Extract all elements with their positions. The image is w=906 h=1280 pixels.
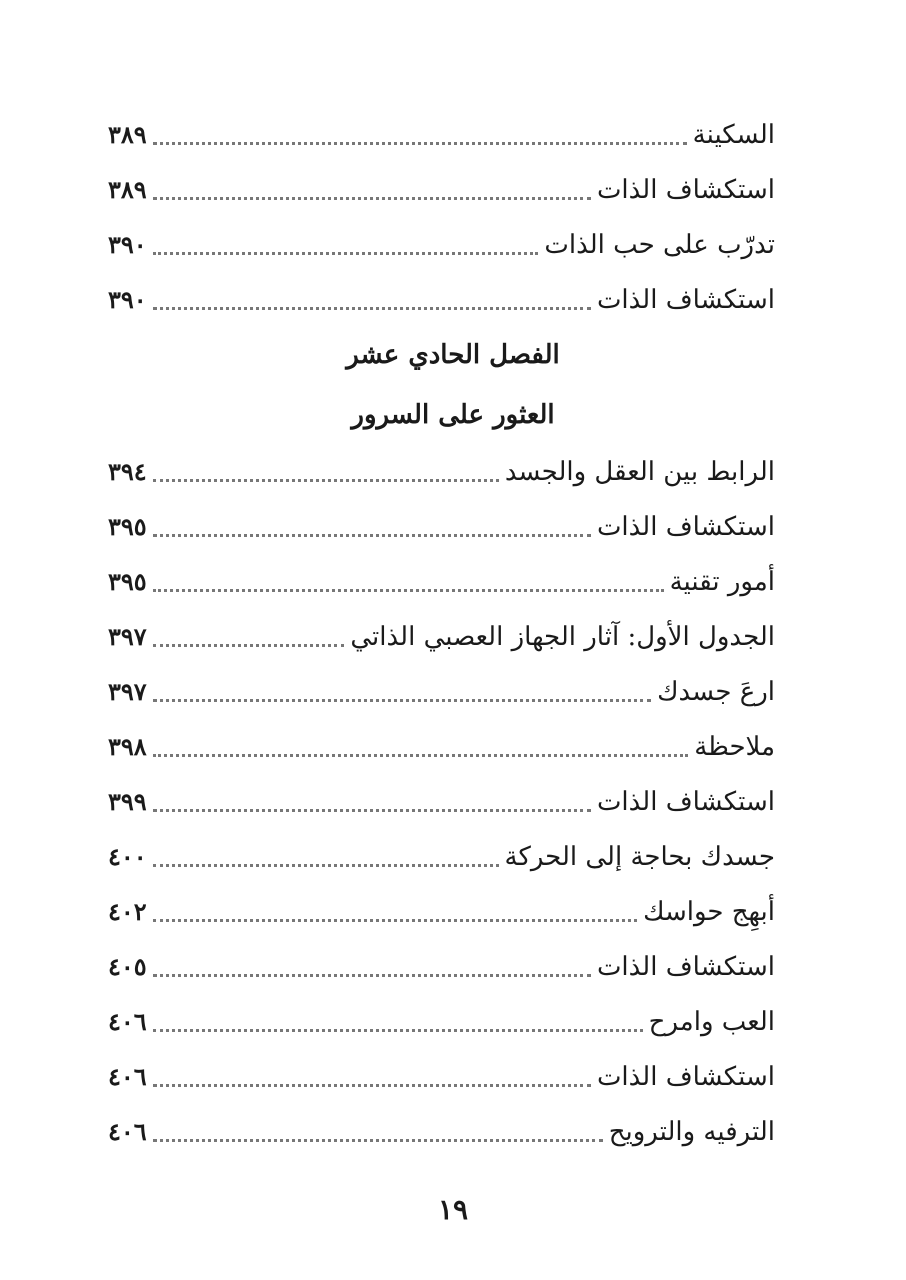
toc-entry [108,115,775,155]
toc-entry [108,837,775,877]
toc-entry-title: الترفيه والترويح [608,1117,775,1147]
toc-entry-page: ٣٩٨ [108,732,147,761]
toc-entry-title: الجدول الأول: آثار الجهاز العصبي الذاتي [350,622,775,652]
dot-leader [153,699,651,702]
chapter-title-heading: العثور على السرور [351,400,555,430]
toc-entry-page: ٤٠٦ [108,1062,147,1091]
toc-entry [108,452,775,492]
toc-entry-title: أمور تقنية [669,567,775,597]
toc-entry-title: الرابط بين العقل والجسد [504,457,775,487]
toc-entry [108,892,775,932]
toc-entry-page: ٣٩٩ [108,787,147,816]
toc-entry-title: جسدك بحاجة إلى الحركة [504,842,775,872]
toc-entry-page: ٣٩٤ [108,457,147,486]
toc-entry-page: ٣٩٧ [108,622,147,651]
toc-entry [108,280,775,320]
toc-entry [108,170,775,210]
toc-entry-title: السكينة [692,120,775,150]
toc-entry-title: العب وامرح [648,1007,775,1037]
toc-entry-page: ٣٩٠ [108,285,147,314]
chapter-number-heading: الفصل الحادي عشر [346,340,560,370]
toc-entry [108,727,775,767]
toc-entry [108,1002,775,1042]
toc-entry-page: ٣٨٩ [108,175,147,204]
toc-entry-title: استكشاف الذات [596,787,775,817]
dot-leader [153,644,345,647]
toc-entry-page: ٤٠٦ [108,1007,147,1036]
toc-entry [108,1057,775,1097]
dot-leader [153,142,687,145]
dot-leader [153,534,591,537]
toc-entry-title: ملاحظة [694,732,775,762]
toc-entry-title: استكشاف الذات [596,285,775,315]
dot-leader [153,974,591,977]
toc-entry-title: تدرّب على حب الذات [544,230,775,260]
toc-entry-title: استكشاف الذات [596,952,775,982]
toc-entry-title: استكشاف الذات [596,512,775,542]
dot-leader [153,307,591,310]
dot-leader [153,589,664,592]
toc-entry [108,1112,775,1152]
page-number: ١٩ [437,1193,469,1226]
dot-leader [153,754,689,757]
toc-entry [108,507,775,547]
dot-leader [153,1029,643,1032]
toc-entry [108,947,775,987]
dot-leader [153,809,591,812]
toc-entry [108,562,775,602]
toc-entry [108,617,775,657]
dot-leader [153,864,499,867]
dot-leader [153,479,499,482]
dot-leader [153,1084,591,1087]
toc-entry-page: ٤٠٢ [108,897,147,926]
toc-entry-page: ٤٠٠ [108,842,147,871]
dot-leader [153,1139,603,1142]
toc-entry-page: ٣٩٥ [108,567,147,596]
toc-entry-page: ٣٨٩ [108,120,147,149]
toc-entry-page: ٣٩٠ [108,230,147,259]
toc-entry-title: ارعَ جسدك [657,677,775,707]
dot-leader [153,919,637,922]
toc-entry-page: ٤٠٥ [108,952,147,981]
toc-entry-page: ٣٩٥ [108,512,147,541]
dot-leader [153,197,591,200]
toc-entry [108,782,775,822]
toc-entry [108,672,775,712]
toc-entry-title: استكشاف الذات [596,1062,775,1092]
toc-entry [108,225,775,265]
toc-entry-title: أبهِج حواسك [643,897,775,927]
toc-entry-page: ٤٠٦ [108,1117,147,1146]
toc-entry-title: استكشاف الذات [596,175,775,205]
toc-entry-page: ٣٩٧ [108,677,147,706]
dot-leader [153,252,539,255]
